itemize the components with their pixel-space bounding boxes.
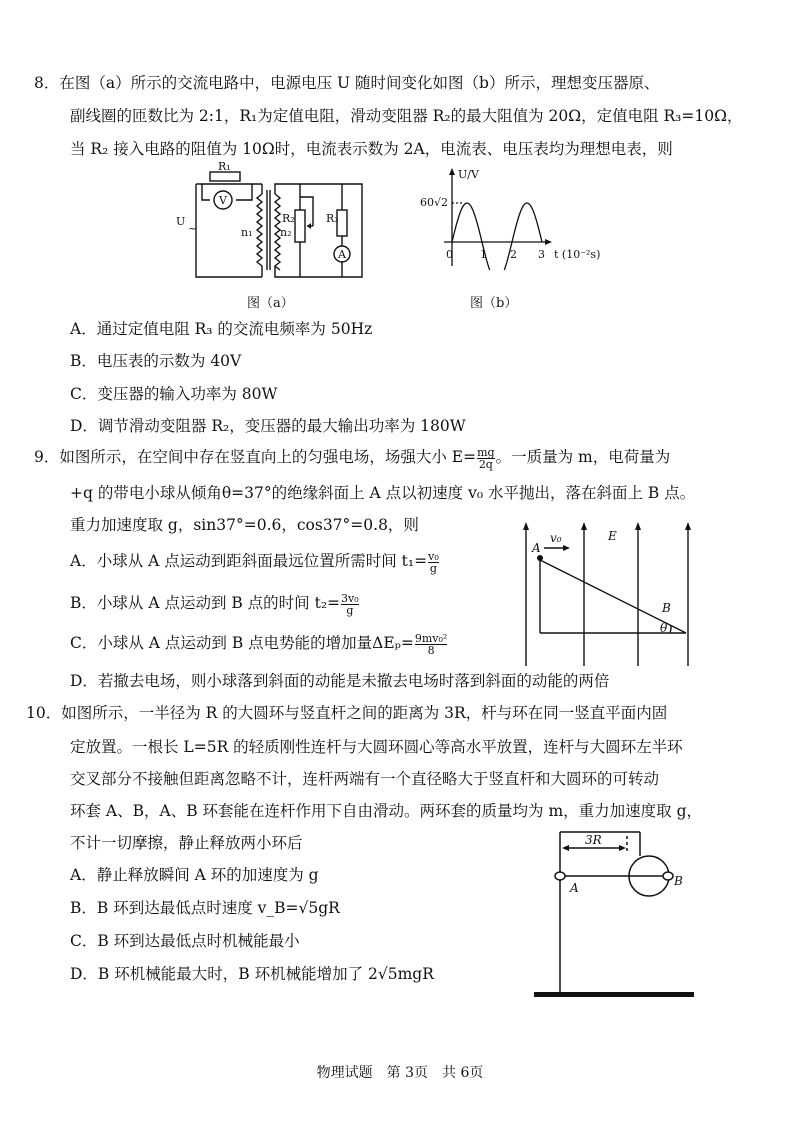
r1-label: R₁ [218, 162, 231, 173]
incline-field-figure [520, 520, 700, 666]
tick-0: 0 [446, 248, 453, 261]
source-u-label: U [176, 215, 186, 228]
q9-option-b: B．小球从 A 点运动到 B 点的时间 t₂= $\frac{\text{3v₀}}{g}$ [70, 591, 359, 617]
point-b-label: B [662, 601, 671, 615]
q10-stem-line-4: 环套 A、B，A、B 环套能在连杆作用下自由滑动。两环套的质量均为 m，重力加速度取 g， [70, 802, 702, 820]
q8-stem-line-3: 当 R₂ 接入电路的阻值为 10Ω时，电流表示数为 2A，电流表、电压表均为理想电表，则 [70, 140, 673, 158]
ac-symbol: ~ [188, 222, 198, 235]
q10-option-b: B．B 环到达最低点时速度 v_B=√5gR [70, 899, 340, 917]
voltmeter-label: V [219, 194, 227, 207]
q10-stem-line-3: 交叉部分不接触但距离忽略不计，连杆两端有一个直径略大于竖直杆和大圆环的可转动 [70, 770, 660, 788]
q10-option-c: C．B 环到达最低点时机械能最小 [70, 932, 300, 950]
q9-option-d: D．若撤去电场，则小球落到斜面的动能是未撤去电场时落到斜面的动能的两倍 [70, 672, 610, 690]
q8-stem-line-2: 副线圈的匝数比为 2:1，R₁为定值电阻，滑动变阻器 R₂的最大阻值为 20Ω，定值电阻 R₃=10Ω， [70, 107, 743, 125]
figure-a-caption: 图（a） [247, 296, 294, 311]
graph-peak-label: 60√2 [420, 196, 449, 209]
q8-option-a: A．通过定值电阻 R₃ 的交流电频率为 50Hz [70, 320, 373, 338]
r2-label: R₂ [282, 212, 295, 225]
q9-option-c: C．小球从 A 点运动到 B 点电势能的增加量ΔEₚ= $\frac{\text{9mv₀²}}{8}$ [70, 631, 448, 657]
q9-option-a: A．小球从 A 点运动到距斜面最远位置所需时间 t₁= $\frac{\text{v₀}}{g}$ [70, 549, 439, 575]
q8-stem-line-1: 8．在图（a）所示的交流电路中，电源电压 U 随时间变化如图（b）所示，理想变压器原、 [34, 74, 660, 92]
q8-option-b: B．电压表的示数为 40V [70, 352, 242, 370]
q10-stem-line-2: 定放置。一根长 L=5R 的轻质刚性连杆与大圆环圆心等高水平放置，连杆与大圆环左半环 [70, 738, 683, 756]
v0-label: v₀ [550, 531, 562, 545]
r3-label: R₃ [326, 212, 339, 225]
tick-3: 3 [538, 248, 545, 261]
q8-option-d: D．调节滑动变阻器 R₂，变压器的最大输出功率为 180W [70, 417, 466, 435]
n2-label: n₂ [280, 226, 292, 239]
page-footer: 物理试题 第 3页 共 6页 [316, 1065, 484, 1081]
rod-ring-figure [530, 828, 700, 1004]
n1-label: n₁ [241, 226, 253, 239]
theta-label: θ [660, 621, 668, 635]
graph-xlabel: t (10⁻²s) [554, 248, 601, 261]
tick-1: 1 [480, 248, 487, 261]
graph-ylabel: U/V [458, 168, 479, 181]
q10-option-d: D．B 环机械能最大时，B 环机械能增加了 2√5mgR [70, 965, 434, 983]
q10-stem-line-1: 10．如图所示，一半径为 R 的大圆环与竖直杆之间的距离为 3R，杆与环在同一竖直平面内固 [26, 704, 668, 722]
ring-a-label: A [570, 881, 579, 895]
voltage-graph-b [418, 166, 604, 270]
q10-stem-line-5: 不计一切摩擦，静止释放两小环后 [70, 834, 303, 852]
q9-stem-line-1: 9．如图所示，在空间中存在竖直向上的匀强电场，场强大小 E= $\frac{mg}{2q}$ 。一质量为 m，电荷量为 [34, 445, 671, 471]
distance-3r-label: 3R [585, 833, 602, 847]
e-field-label: E [608, 529, 617, 543]
q8-option-c: C．变压器的输入功率为 80W [70, 385, 278, 403]
circuit-figure-a [170, 162, 370, 288]
q9-stem-line-2: +q 的带电小球从倾角θ=37°的绝缘斜面上 A 点以初速度 v₀ 水平抛出，落在斜面上 B 点。 [70, 484, 696, 502]
figure-b-caption: 图（b） [470, 296, 518, 311]
q9-stem-line-3: 重力加速度取 g，sin37°=0.6，cos37°=0.8，则 [70, 516, 419, 534]
point-a-label: A [532, 541, 541, 555]
ammeter-label: A [338, 248, 346, 261]
tick-2: 2 [510, 248, 517, 261]
q10-option-a: A．静止释放瞬间 A 环的加速度为 g [70, 866, 319, 884]
ring-b-label: B [674, 874, 683, 888]
